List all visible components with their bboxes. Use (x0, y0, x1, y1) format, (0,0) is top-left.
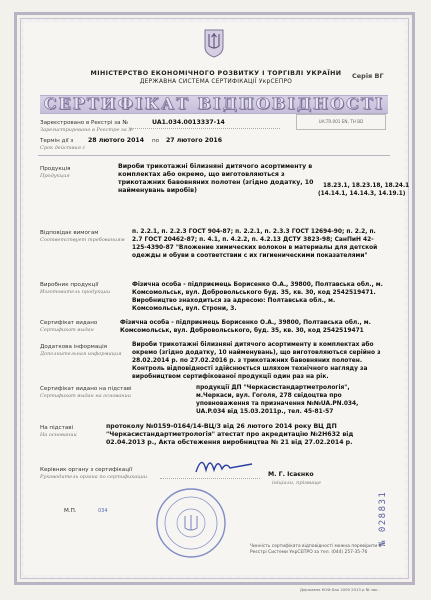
signature-icon (192, 450, 262, 480)
applicant-label: Сертифікат видано (40, 320, 98, 326)
product-label-ru: Продукция (40, 173, 70, 179)
issued-label: Сертифікат видано на підставі (40, 386, 132, 392)
manufacturer-text: Фізична особа - підприємець Борисенко О.А., 39800, Полтавська обл., м. Комсомольськ, вул. Добровольського буд. 35, кв. 30, код 2542519471. Виробництво знаходиться за адресою: Полтавська обл., м. Комсомольськ, вул. Строни, 3. (132, 282, 383, 312)
requirements-text: п. 2.2.1, п. 2.2.3 ГОСТ 904-87; п. 2.2.1, п. 2.3.3 ГОСТ 12694-90; п. 2.2, п. 2.7 ГОСТ 20462-87; п. 4.1, п. 4.2.2, п. 4.2.13 ДСТУ 3823-98; СанПиН 42-125-4390-87 "Вложение химических волокон в материалы для детской одежды и обуви в соответствии с их гигиеническими показателями" (132, 229, 378, 259)
issued-text: продукції ДП "Черкасистандартметрологія", м.Черкаси, вул. Гоголя, 278 свідоцтва про уповноваження та призначення №№UA.PN.034, UA.P.034 від 15.03.2011р., тел. 45-81-57 (196, 385, 359, 415)
registration-label-ru: Зарегистрировано в Реестре за № (40, 127, 134, 133)
verification-note: Чинність сертифіката відповідності можна перевірити в Реєстрі Системи УкрСЕПРО за тел. (044) 257-35-76 (250, 544, 382, 555)
product-label: Продукція (40, 166, 71, 172)
validity-to: 27 лютого 2016 (166, 137, 223, 144)
stamp-code: 034 (98, 508, 108, 514)
ministry-title: МІНІСТЕРСТВО ЕКОНОМІЧНОГО РОЗВИТКУ І ТОРГІВЛІ УКРАЇНИ (90, 70, 342, 77)
basis-label: На підставі (40, 425, 74, 431)
applicant-label-ru: Сертификат выдан (40, 327, 94, 333)
issued-label-ru: Сертификат выдан на основании (40, 393, 131, 399)
signatory-label: Керівник органу з сертифікації (40, 467, 133, 473)
product-codes-alt: (14.14.1, 14.14.3, 14.19.1) (318, 191, 406, 197)
registry-box: UA.TR.001 EN, TH BD (296, 114, 386, 130)
additional-label: Додаткова інформація (40, 344, 107, 350)
applicant-text: Фізична особа - підприємець Борисенко О.А., 39800, Полтавська обл., м. Комсомольськ, вул. Добровольського, буд. 35, кв. 30, код 2542519471 (120, 320, 371, 334)
validity-from: 28 лютого 2014 (88, 137, 145, 144)
signatory-label-ru: Руководитель органа по сертификации (40, 474, 148, 480)
series-label: Серія ВГ (352, 72, 384, 80)
official-seal-icon (154, 486, 228, 560)
registration-underline (130, 128, 280, 129)
manufacturer-label-ru: Изготовитель продукции (40, 289, 111, 295)
product-description: Вироби трикотажні білизняні дитячого асортименту в комплектах або окремо, що виготовляються з трикотажних бавовняних полотен (згідно додатку, 10 найменувань виробів) (118, 163, 314, 194)
signature-line (160, 478, 260, 479)
additional-label-ru: Дополнительная информация (40, 351, 122, 357)
validity-to-word: по (152, 138, 160, 144)
certificate-title: СЕРТИФІКАТ ВІДПОВІДНОСТІ (43, 94, 385, 113)
trident-emblem-icon (203, 28, 225, 58)
system-name: ДЕРЖАВНА СИСТЕМА СЕРТИФІКАЦІЇ УкрСЕПРО (139, 79, 293, 85)
divider (38, 155, 390, 156)
signatory-name-caption: ініціали, прізвище (272, 480, 321, 486)
additional-text: Вироби трикотажні білизняні дитячого асортименту в комплектах або окремо (згідно додатку, 10 найменувань), що виготовляються серійно з 28.02.2014 р. по 27.02.2016 р. з трикотажних бавовняних полотен. Контроль відповідності здійснюється шляхом технічного нагляду за виробництвом сертифікованої продукції один раз на рік. (132, 342, 381, 380)
requirements-label-ru: Соответствует требованиям (40, 237, 125, 243)
validity-label: Термін дії з (40, 138, 74, 144)
stamp-place-label: М.П. (64, 508, 77, 514)
signatory-name: М. Г. Ісаєнко (268, 471, 314, 478)
serial-value: 028831 (378, 490, 388, 533)
printer-info: Державне КОФ Бак 2009 2013 р № зак. (300, 587, 379, 592)
serial-prefix: № (378, 539, 388, 546)
validity-label-ru: Срок действия с (40, 145, 86, 151)
requirements-label: Відповідає вимогам (40, 230, 99, 236)
basis-text: протоколу №0159-0164/14-ВЦ/3 від 26 лютого 2014 року ВЦ ДП "Черкасистандартметрологія" атестат про акредитацію №2Н632 від 02.04.2013 р., Акта обстеження виробництва № 21 від 27.02.2014 р. (106, 423, 354, 446)
registration-number: UA1.034.0013337-14 (152, 119, 225, 126)
serial-number (378, 456, 392, 546)
basis-label-ru: На основании (40, 432, 77, 438)
manufacturer-label: Виробник продукції (40, 282, 99, 288)
product-codes: 18.23.1, 18.23.18, 18.24.1 (323, 183, 410, 189)
registration-label: Зареєстровано в Реєстрі за № (40, 120, 129, 126)
